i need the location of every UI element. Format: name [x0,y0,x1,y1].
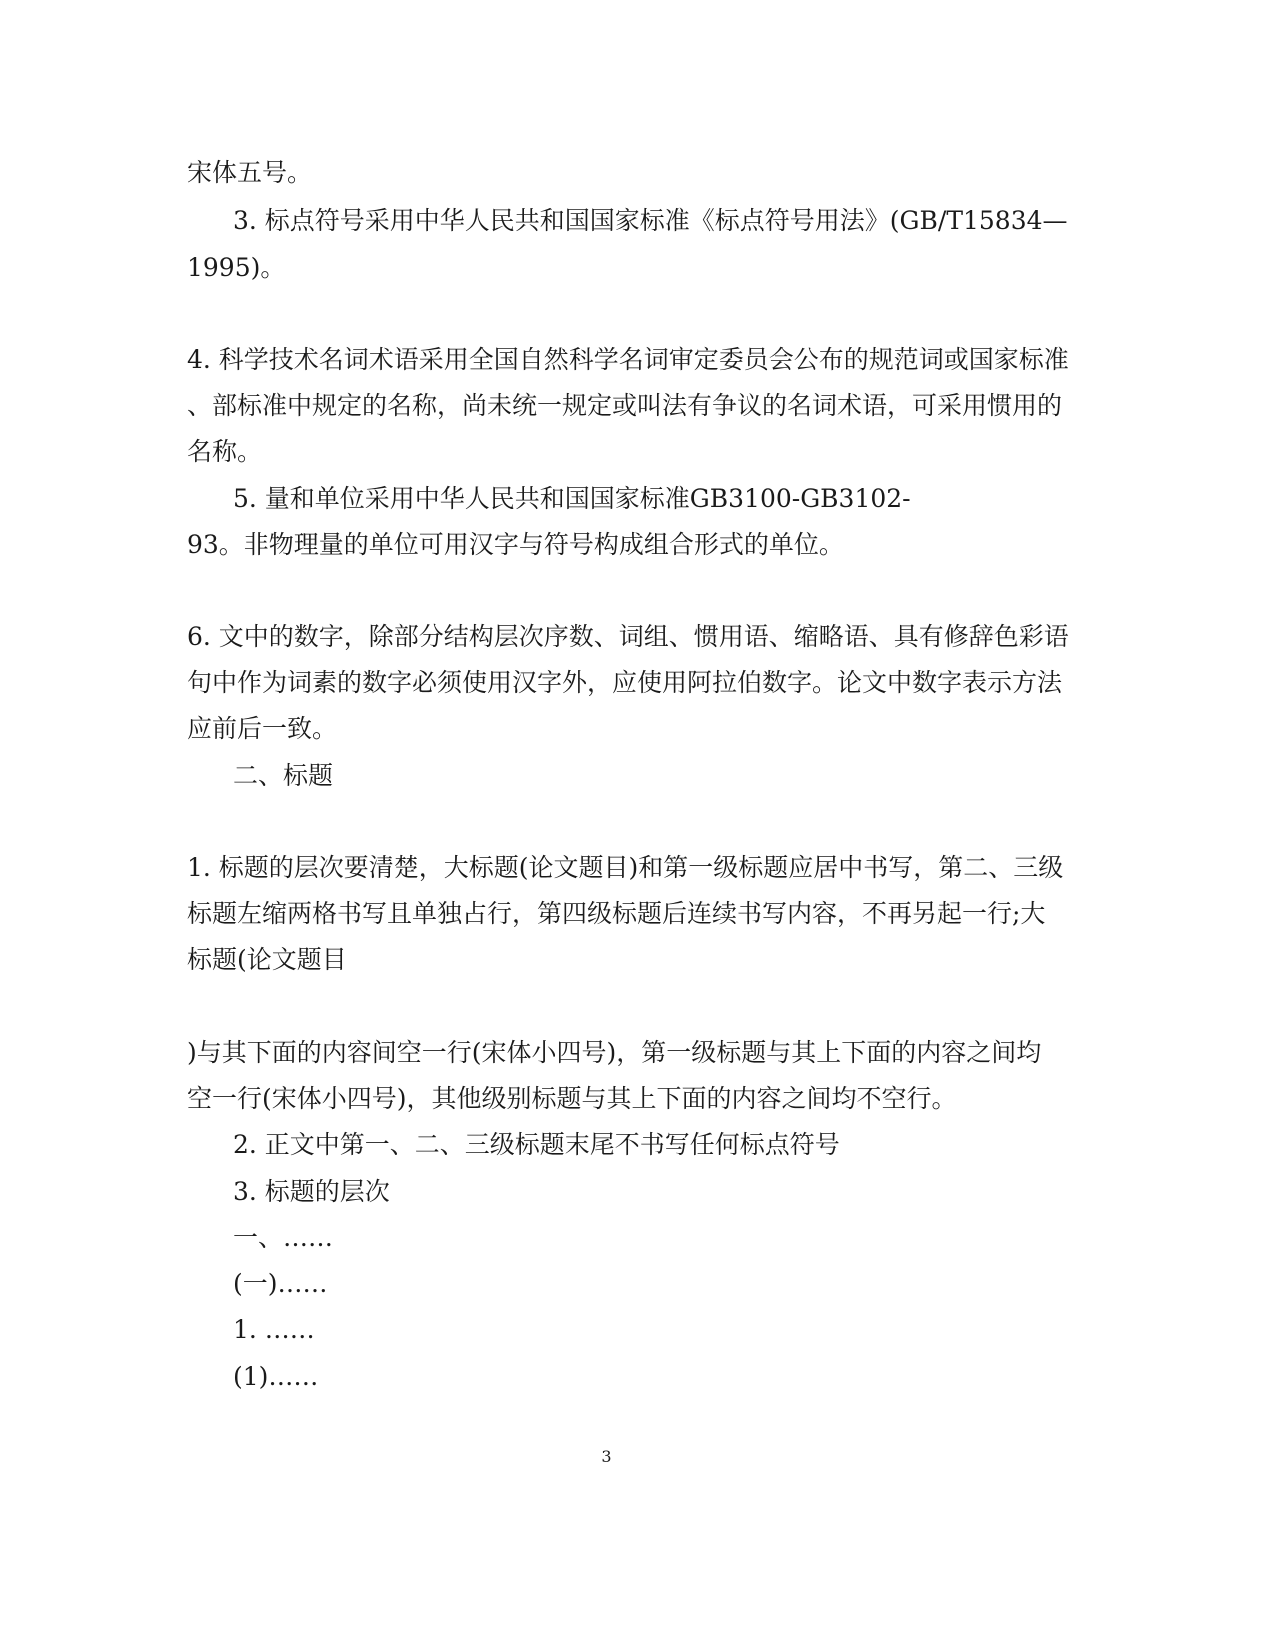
section-heading: 二、标题 [233,761,334,790]
text-line: 句中作为词素的数字必须使用汉字外，应使用阿拉伯数字。论文中数字表示方法 [187,668,1063,697]
text-line: 6. 文中的数字，除部分结构层次序数、词组、惯用语、缩略语、具有修辞色彩语 [187,622,1069,651]
text-line: 空一行(宋体小四号)，其他级别标题与其上下面的内容之间均不空行。 [187,1084,957,1113]
text-line: 、部标准中规定的名称，尚未统一规定或叫法有争议的名词术语，可采用惯用的 [187,391,1063,420]
text-line: 宋体五号。 [187,158,313,187]
text-line: 标题(论文题目 [187,945,347,974]
text-line: 3. 标题的层次 [233,1177,390,1206]
text-line: 1995)。 [187,253,286,282]
text-line: )与其下面的内容间空一行(宋体小四号)，第一级标题与其上下面的内容之间均 [187,1038,1042,1067]
text-line: 应前后一致。 [187,714,338,743]
text-line: 93。非物理量的单位可用汉字与符号构成组合形式的单位。 [187,530,844,559]
heading-level-example: 1. …… [233,1315,315,1344]
text-line: 标题左缩两格书写且单独占行，第四级标题后连续书写内容，不再另起一行;大 [187,899,1046,928]
heading-level-example: (一)…… [233,1269,328,1298]
text-line: 1. 标题的层次要清楚，大标题(论文题目)和第一级标题应居中书写，第二、三级 [187,853,1064,882]
heading-level-example: (1)…… [233,1362,319,1391]
text-line: 4. 科学技术名词术语采用全国自然科学名词审定委员会公布的规范词或国家标准 [187,345,1069,374]
page-number: 3 [601,1447,612,1466]
text-line: 3. 标点符号采用中华人民共和国国家标准《标点符号用法》(GB/T15834— [233,206,1068,235]
heading-level-example: 一、…… [233,1223,334,1252]
text-line: 5. 量和单位采用中华人民共和国国家标准GB3100-GB3102- [233,484,911,513]
text-line: 2. 正文中第一、二、三级标题末尾不书写任何标点符号 [233,1130,840,1159]
text-line: 名称。 [187,437,263,466]
